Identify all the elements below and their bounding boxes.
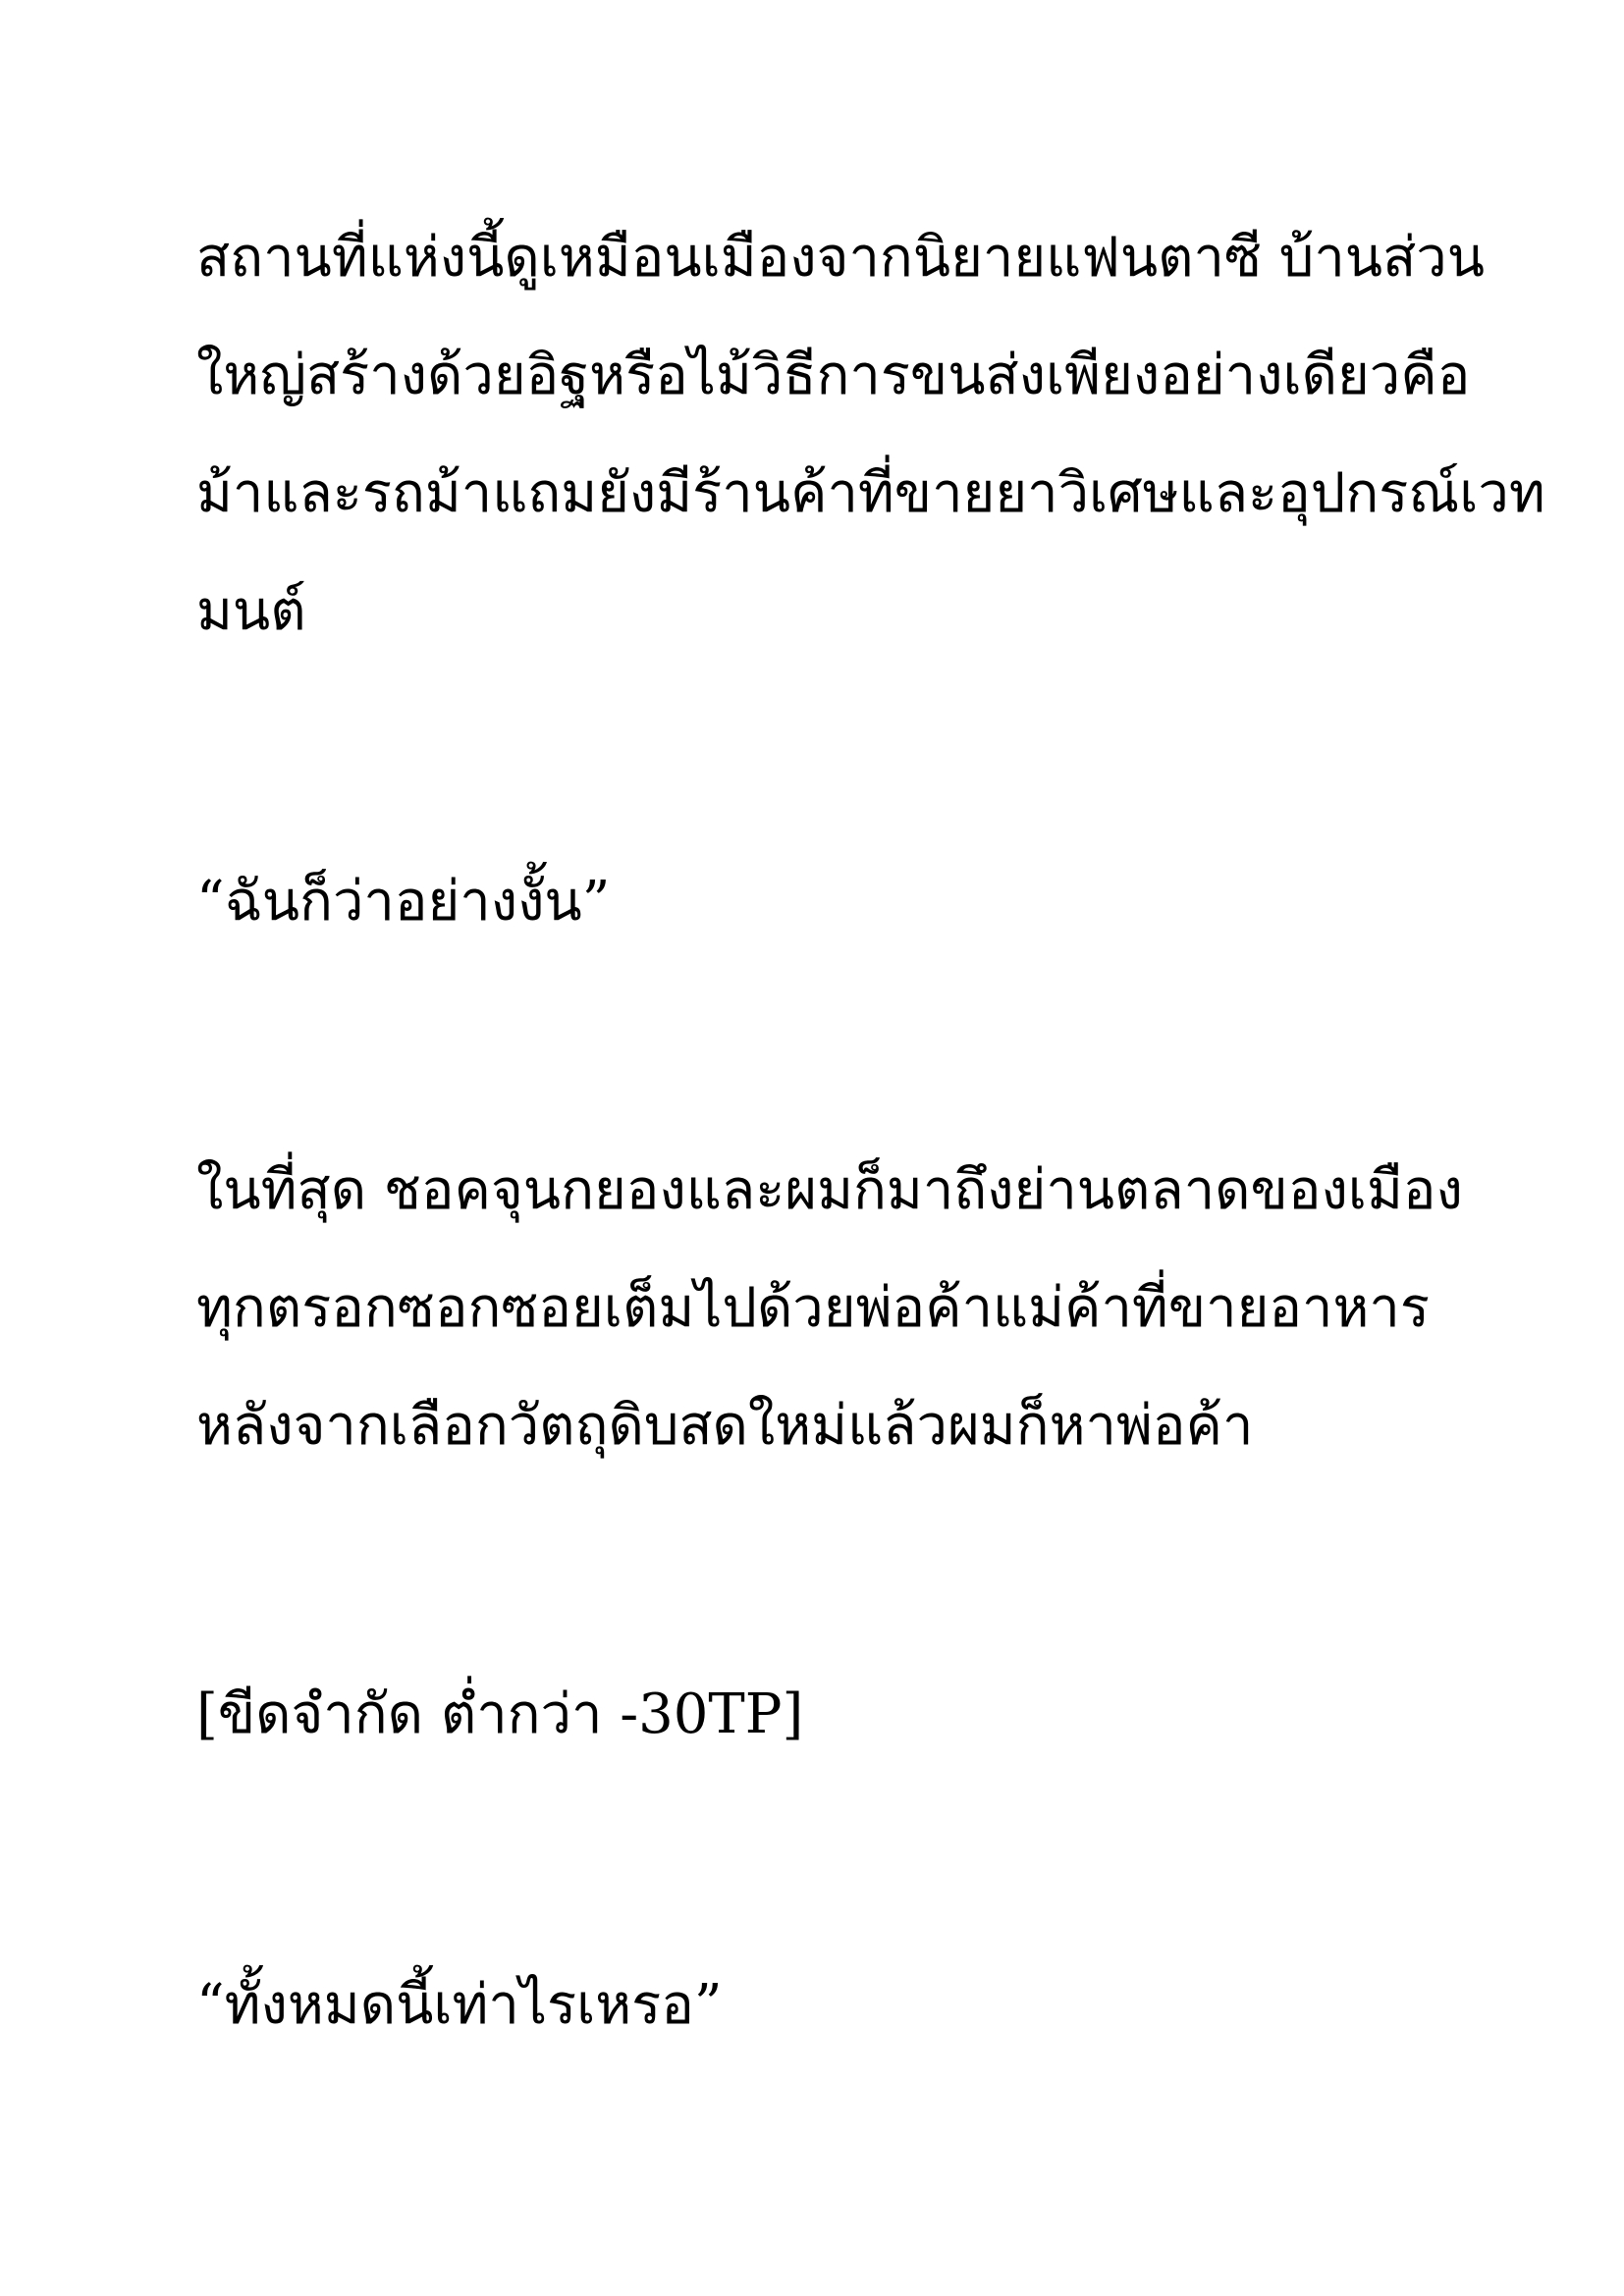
text-line: มนต์ [196,579,306,643]
system-message-line: [ขีดจำกัด ต่ำกว่า -30TP] [196,1682,804,1746]
text-line: สถานที่แห่งนี้ดูเหมือนเมืองจากนิยายแฟนตาซี บ้านส่วน [196,226,1485,290]
text-line: หลังจากเลือกวัตถุดิบสดใหม่แล้วผมก็หาพ่อค้า [196,1394,1254,1458]
text-line: ใหญ่สร้างด้วยอิฐหรือไม้วิธีการขนส่งเพียงอย่างเดียวคือ [196,344,1471,407]
dialogue-line: “ทั้งหมดนี้เท่าไรเหรอ” [196,1973,723,2037]
text-line: ทุกตรอกซอกซอยเต็มไปด้วยพ่อค้าแม่ค้าที่ขายอาหาร [196,1276,1430,1340]
dialogue-line: “ฉันก็ว่าอย่างงั้น” [196,870,611,934]
text-line: ม้าและรถม้าแถมยังมีร้านค้าที่ขายยาวิเศษและอุปกรณ์เวท [196,461,1545,525]
text-line: ในที่สุด ชอคจุนกยองและผมก็มาถึงย่านตลาดของเมือง [196,1158,1463,1222]
